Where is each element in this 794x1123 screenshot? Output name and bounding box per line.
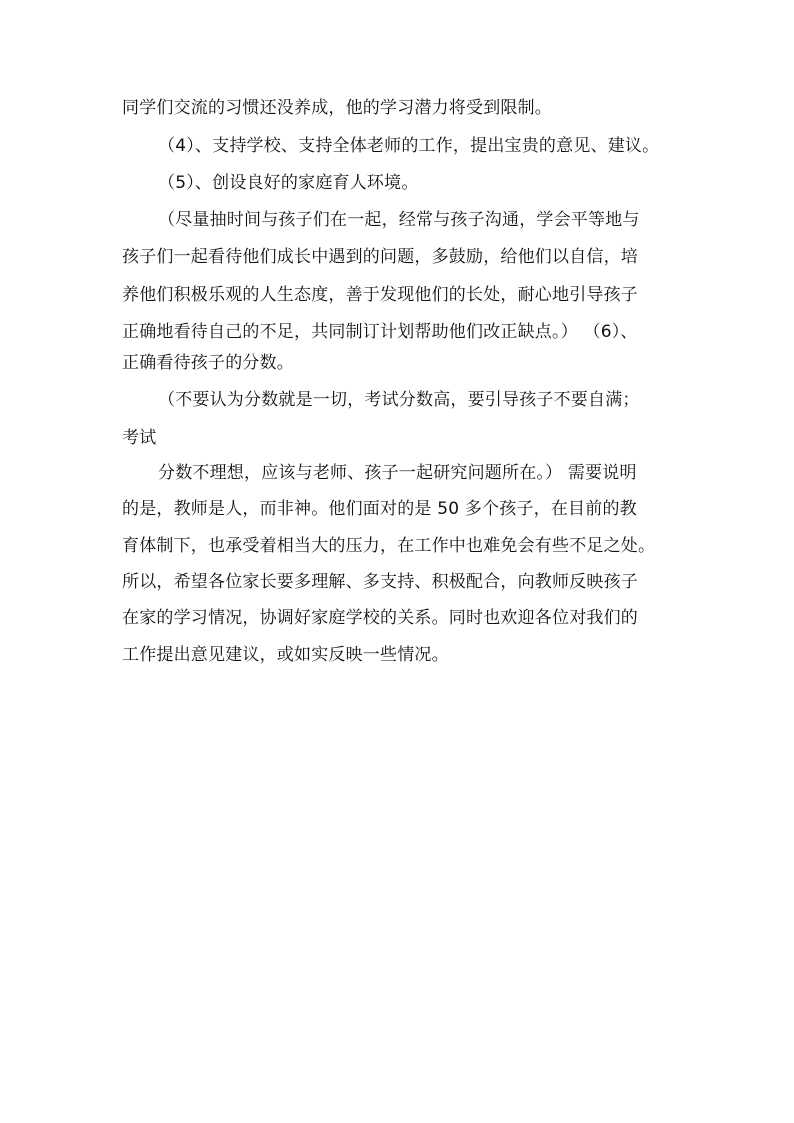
- text-line: 同学们交流的习惯还没养成，他的学习潜力将受到限制。: [122, 98, 552, 118]
- text-line: 养他们积极乐观的人生态度，善于发现他们的长处，耐心地引导孩子: [122, 285, 638, 305]
- text-line: （尽量抽时间与孩子们在一起，经常与孩子沟通，学会平等地与: [158, 210, 640, 230]
- text-line: 育体制下，也承受着相当大的压力，在工作中也难免会有些不足之处。: [122, 536, 656, 556]
- text-line: （不要认为分数就是一切，考试分数高，要引导孩子不要自满；: [158, 390, 640, 410]
- text-line: （5）、创设良好的家庭育人环境。: [158, 173, 419, 193]
- text-line: 所以，希望各位家长要多理解、多支持、积极配合，向教师反映孩子: [122, 572, 638, 592]
- text-line: 正确地看待自己的不足，共同制订计划帮助他们改正缺点。） （6）、: [122, 322, 638, 342]
- text-line: 分数不理想，应该与老师、孩子一起研究问题所在。） 需要说明: [158, 463, 637, 483]
- text-line: 考试: [122, 428, 157, 448]
- text-line: 工作提出意见建议，或如实反映一些情况。: [122, 645, 449, 665]
- text-line: （4）、支持学校、支持全体老师的工作，提出宝贵的意见、建议。: [158, 136, 660, 156]
- text-line: 正确看待孩子的分数。: [122, 353, 294, 373]
- text-line: 的是，教师是人，而非神。他们面对的是 50 多个孩子，在目前的教: [122, 499, 637, 519]
- text-line: 在家的学习情况，协调好家庭学校的关系。同时也欢迎各位对我们的: [122, 608, 638, 628]
- text-line: 孩子们一起看待他们成长中遇到的问题，多鼓励，给他们以自信，培: [122, 247, 638, 267]
